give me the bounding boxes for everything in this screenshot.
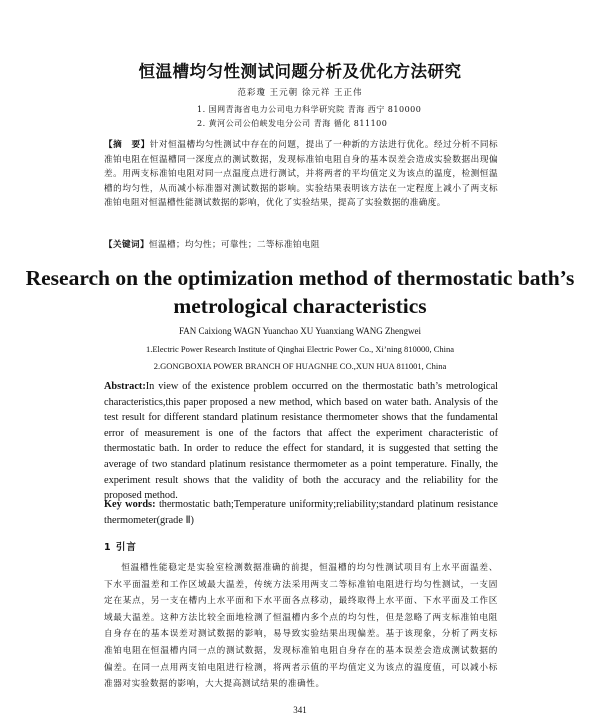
- authors-english: FAN Caixiong WAGN Yuanchao XU Yuanxiang WANG Zhengwei: [178, 326, 422, 336]
- abstract-chinese-label: 【摘 要】: [104, 140, 150, 150]
- page-number: 341: [293, 705, 307, 715]
- paper-title-english: Research on the optimization method of thermostatic bath’s metrological characteristics: [25, 266, 575, 318]
- section-heading-introduction: 1 引言: [104, 542, 137, 553]
- authors-chinese: 范彩瓊 王元朝 徐元祥 王正伟: [237, 88, 363, 98]
- keywords-chinese-text: 恒温槽；均匀性；可靠性；二等标准铂电阻: [148, 240, 320, 250]
- affiliation-chinese-1: 1. 国网青海省电力公司电力科学研究院 青海 西宁 810000: [197, 105, 422, 114]
- abstract-english: [104, 379, 498, 504]
- abstract-english-text: In view of the existence problem occurred on the thermostatic bath’s metrological characteristics,this paper proposed a new method, which based on water bath. Analysis of the test result for different standard platinum resistance thermometer shows that the fundamental error of measurement is one of the factors that affect the experiment characteristic of thermostatic bath. In order to reduce the effect for standard, it is suggested that setting the average of two standard platinum resistance thermometer as a point temperature. Finally, the experiment result shows that the validity of both the accuracy and the reliability for the proposed method.: [104, 381, 498, 502]
- affiliation-chinese-2: 2. 黄河公司公伯峡发电分公司 青海 循化 811100: [197, 119, 388, 128]
- abstract-chinese: [104, 138, 498, 211]
- keywords-chinese-label: 【关键词】: [104, 240, 149, 250]
- keywords-english-label: Key words:: [104, 499, 156, 510]
- affiliation-english-1: 1.Electric Power Research Institute of Qinghai Electric Power Co., Xi’ning 810000, China: [145, 344, 455, 354]
- keywords-chinese: [104, 238, 320, 250]
- affiliation-english-2: 2.GONGBOXIA POWER BRANCH OF HUAGNHE CO.,XUN HUA 811001, China: [153, 361, 447, 371]
- keywords-english-text: thermostatic bath;Temperature uniformity;reliability;standard platinum resistance thermometer(grade Ⅱ): [104, 499, 498, 526]
- introduction-paragraph: 恒温槽性能稳定是实验室检测数据准确的前提，恒温槽的均匀性测试项目有上水平面温差、下水平面温差和工作区域最大温差，传统方法采用两支二等标准铂电阻进行均匀性测试，一支固定在某点，另一支在槽内上水平面和下水平面各点移动，最终取得上水平面、下水平面及工作区域最大温差。这种方法比较全面地检测了恒温槽内多个点的均匀性，但是忽略了两支标准铂电阻自身存在的基本误差对测试数据的影响，易导致实验结果出现偏差。基于该现象，分析了两支标准铂电阻在恒温槽内同一点的测试数据，发现标准铂电阻自身存在的基本误差会造成测试数据的偏差。在同一点用两支铂电阻进行检测，将两者示值的平均值定义为该点的温度值，可以减小标准器对实验数据的影响，大大提高测试结果的准确性。: [104, 563, 498, 690]
- abstract-chinese-text: 针对恒温槽均匀性测试中存在的问题，提出了一种新的方法进行优化。经过分析不同标准铂电阻在恒温槽同一深度点的测试数据，发现标准铂电阻自身的基本误差会造成实验数据出现偏差。用两支标准铂电阻对同一点温度点进行测试，并将两者的平均值定义为该点的温度，检测恒温槽的均匀性，从而减小标准器对测试数据的影响。实验结果表明该方法在一定程度上减小了两支标准铂电阻对恒温槽性能测试数据的影响，优化了实验结果，提高了实验数据的准确度。: [104, 140, 498, 208]
- paper-title-chinese: 恒温槽均匀性测试问题分析及优化方法研究: [138, 62, 462, 81]
- keywords-english: [104, 497, 498, 528]
- abstract-english-label: Abstract:: [104, 381, 146, 392]
